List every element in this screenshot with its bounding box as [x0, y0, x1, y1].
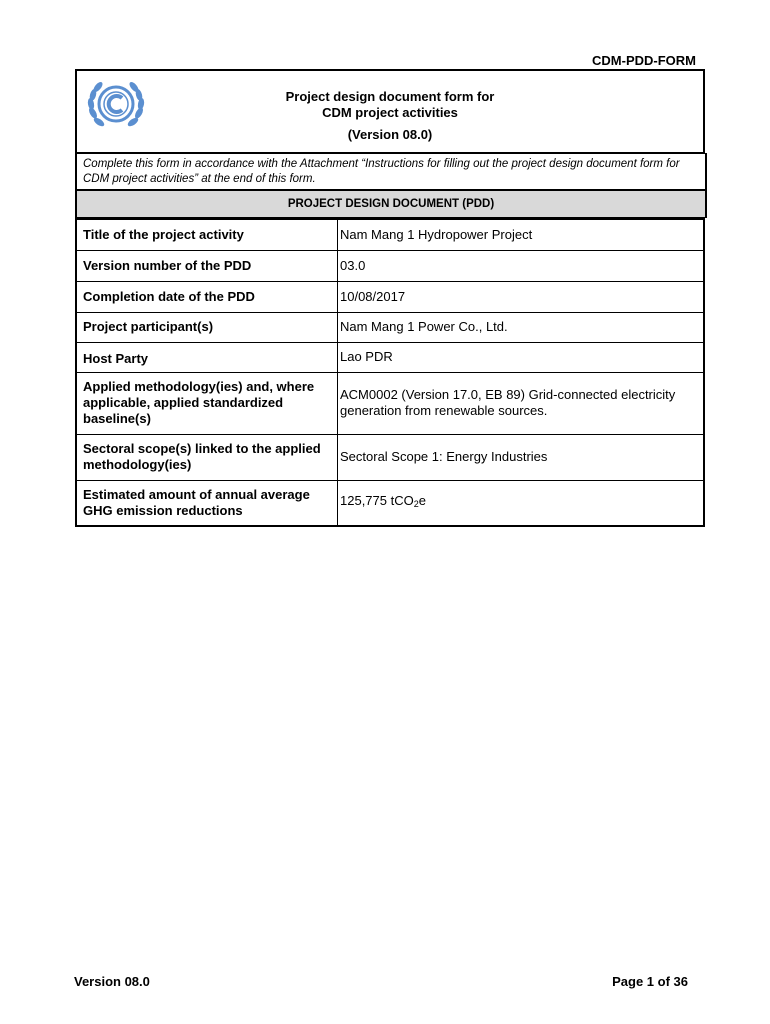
- table-row: [76, 219, 704, 250]
- form-title: [77, 89, 703, 143]
- row-value: [338, 480, 705, 526]
- value-suffix: e: [418, 493, 426, 509]
- row-label: Completion date of the PDD: [76, 281, 338, 312]
- row-value: Nam Mang 1 Hydropower Project: [338, 219, 705, 250]
- footer-version: Version 08.0: [74, 974, 150, 989]
- table-row: [76, 434, 704, 480]
- instructions-text: Complete this form in accordance with the Attachment “Instructions for filling out the project design document form for CDM project activities” at the end of this form.: [75, 153, 707, 190]
- table-row: [76, 312, 704, 342]
- footer-page-number: Page 1 of 36: [612, 974, 688, 989]
- row-value: 03.0: [338, 250, 705, 281]
- form-title-line2: CDM project activities: [322, 105, 458, 120]
- row-label: Host Party: [76, 342, 338, 372]
- pdd-info-table: [75, 218, 705, 527]
- form-id: CDM-PDD-FORM: [592, 53, 696, 68]
- row-value: Sectoral Scope 1: Energy Industries: [338, 434, 705, 480]
- row-label: Estimated amount of annual average GHG emission reductions: [76, 480, 338, 526]
- form-version: (Version 08.0): [347, 127, 433, 142]
- table-row: [76, 250, 704, 281]
- table-row: [76, 281, 704, 312]
- row-value: 10/08/2017: [338, 281, 705, 312]
- row-label: Project participant(s): [76, 312, 338, 342]
- row-value: Lao PDR: [338, 342, 705, 372]
- row-label: Applied methodology(ies) and, where applicable, applied standardized baseline(s): [76, 372, 338, 434]
- value-prefix: 125,775 tCO: [340, 493, 414, 509]
- table-row: [76, 372, 704, 434]
- table-row: [76, 480, 704, 526]
- row-label: Sectoral scope(s) linked to the applied methodology(ies): [76, 434, 338, 480]
- form-title-line1: Project design document form for: [285, 89, 495, 104]
- row-value: Nam Mang 1 Power Co., Ltd.: [338, 312, 705, 342]
- section-title: PROJECT DESIGN DOCUMENT (PDD): [75, 190, 707, 218]
- header-box: [75, 69, 705, 153]
- row-label: Version number of the PDD: [76, 250, 338, 281]
- row-value: ACM0002 (Version 17.0, EB 89) Grid-connected electricity generation from renewable sources.: [338, 372, 705, 434]
- row-label: Title of the project activity: [76, 219, 338, 250]
- value-subscript: 2: [413, 499, 419, 510]
- table-row: [76, 342, 704, 372]
